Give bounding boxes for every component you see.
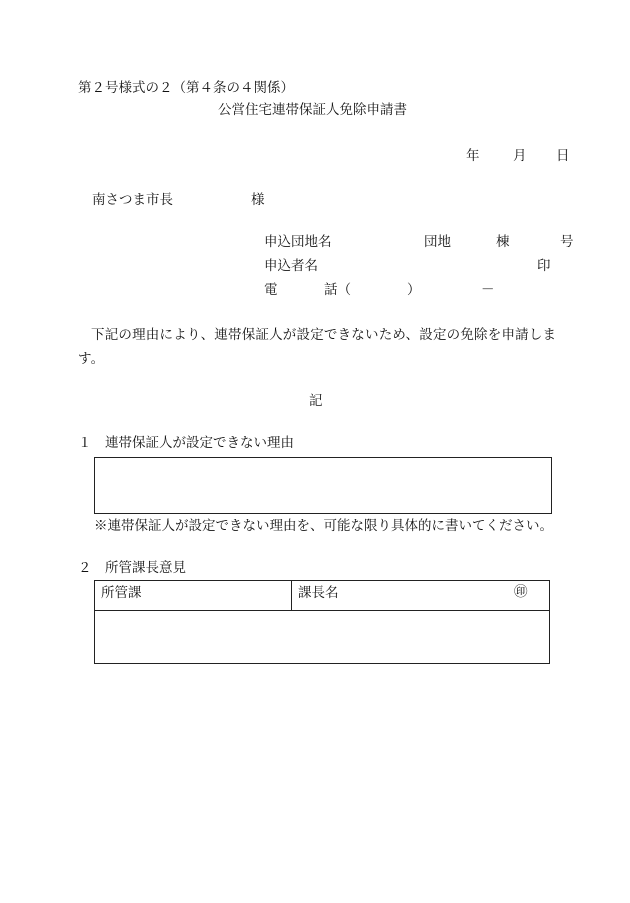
seal-mark: ㊞ bbox=[514, 584, 528, 600]
opinion-table bbox=[94, 580, 550, 664]
document-title: 公営住宅連帯保証人免除申請書 bbox=[218, 102, 407, 118]
date-year-label: 年 bbox=[466, 148, 480, 164]
form-number: 第２号様式の２（第４条の４関係） bbox=[78, 80, 294, 96]
addressee-honorific: 様 bbox=[251, 192, 265, 208]
complex-suffix: 団地 bbox=[424, 234, 451, 250]
addressee-name: 南さつま市長 bbox=[92, 192, 173, 208]
applicant-block bbox=[264, 236, 574, 308]
phone-row bbox=[264, 284, 574, 308]
name-row bbox=[264, 260, 574, 284]
table-divider bbox=[291, 581, 292, 610]
complex-row bbox=[264, 236, 574, 260]
opinion-box[interactable] bbox=[95, 611, 549, 664]
phone-label-1: 電 bbox=[264, 282, 278, 298]
phone-dash: － bbox=[481, 282, 495, 298]
section2-heading: ２ 所管課長意見 bbox=[78, 560, 186, 576]
phone-label-2: 話（ bbox=[324, 282, 351, 298]
dept-label: 所管課 bbox=[101, 585, 142, 601]
applicant-seal: 印 bbox=[537, 258, 551, 274]
reason-note: ※連帯保証人が設定できない理由を、可能な限り具体的に書いてください。 bbox=[94, 518, 553, 534]
unit-suffix: 号 bbox=[560, 234, 574, 250]
reason-box[interactable] bbox=[94, 457, 552, 514]
phone-paren-close: ） bbox=[407, 282, 421, 298]
applicant-name-label: 申込者名 bbox=[264, 258, 318, 274]
date-month-label: 月 bbox=[513, 148, 527, 164]
section1-heading: １ 連帯保証人が設定できない理由 bbox=[78, 435, 294, 451]
lead-paragraph: 下記の理由により、連帯保証人が設定できないため、設定の免除を申請します。 bbox=[78, 327, 557, 367]
ki-heading: 記 bbox=[309, 393, 323, 409]
complex-label: 申込団地名 bbox=[264, 234, 332, 250]
opinion-table-header-row bbox=[95, 581, 549, 611]
chief-name-label: 課長名 bbox=[298, 585, 339, 601]
building-suffix: 棟 bbox=[496, 234, 510, 250]
date-day-label: 日 bbox=[556, 148, 570, 164]
